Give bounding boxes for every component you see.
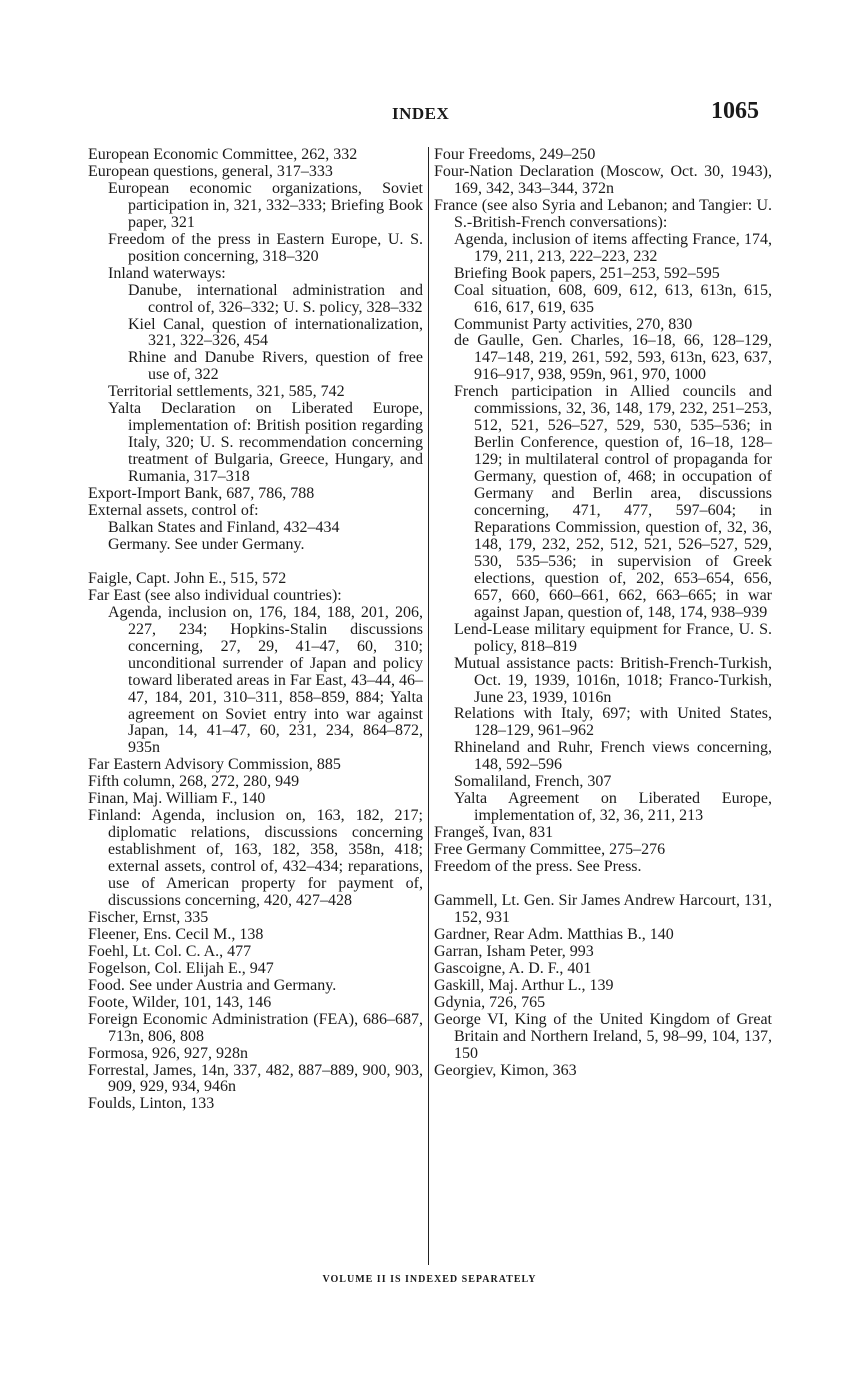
index-column-right xyxy=(434,147,772,1079)
index-entry: France (see also Syria and Lebanon; and Tangier: U. S.-British-French conversations): xyxy=(434,196,772,231)
index-entry: Foulds, Linton, 133 xyxy=(88,1095,215,1113)
index-entry: Germany. See under Germany. xyxy=(108,535,305,553)
index-entry: European Economic Committee, 262, 332 xyxy=(88,146,358,163)
index-entry: Four-Nation Declaration (Moscow, Oct. 30, 1943), 169, 342, 343–344, 372n xyxy=(434,162,772,197)
index-entry: Finan, Maj. William F., 140 xyxy=(88,790,266,808)
index-entry: Lend-Lease military equipment for France, U. S. policy, 818–819 xyxy=(454,620,772,655)
index-entry: Agenda, inclusion of items affecting France, 174, 179, 211, 213, 222–223, 232 xyxy=(454,230,772,265)
index-entry: Coal situation, 608, 609, 612, 613, 613n, 615, 616, 617, 619, 635 xyxy=(454,281,772,316)
index-entry: Balkan States and Finland, 432–434 xyxy=(108,518,340,536)
index-entry: Territorial settlements, 321, 585, 742 xyxy=(108,383,345,401)
index-entry: Export-Import Bank, 687, 786, 788 xyxy=(88,485,315,503)
index-column-left xyxy=(88,147,423,1113)
index-entry: Foehl, Lt. Col. C. A., 477 xyxy=(88,942,252,960)
index-entry: Food. See under Austria and Germany. xyxy=(88,976,337,994)
index-entry: Faigle, Capt. John E., 515, 572 xyxy=(88,569,287,587)
index-entry: Gascoigne, A. D. F., 401 xyxy=(434,959,592,977)
index-entry: Rhine and Danube Rivers, question of free use of, 322 xyxy=(128,349,423,384)
index-entry: Inland waterways: xyxy=(108,264,226,282)
index-entry: Somaliland, French, 307 xyxy=(454,773,612,791)
index-entry: Gaskill, Maj. Arthur L., 139 xyxy=(434,976,614,994)
index-entry: George VI, King of the United Kingdom of Great Britain and Northern Ireland, 5, 98–99, 104, 137, 150 xyxy=(434,1010,772,1062)
index-entry: Yalta Declaration on Liberated Europe, implementation of: British position regarding Italy, 320; U. S. recommendation concerning treatment of Bulgaria, Greece, Hungary, and Rumania, 317–318 xyxy=(108,400,423,486)
index-entry: Fogelson, Col. Elijah E., 947 xyxy=(88,959,274,977)
index-entry: European economic organizations, Soviet participation in, 321, 332–333; Briefing Book paper, 321 xyxy=(108,179,423,231)
index-entry: Far East (see also individual countries): xyxy=(88,586,342,604)
running-head: INDEX xyxy=(392,104,450,123)
page-header xyxy=(0,98,859,128)
page-number: 1065 xyxy=(711,98,759,124)
index-entry: Formosa, 926, 927, 928n xyxy=(88,1044,248,1062)
index-entry: French participation in Allied councils and commissions, 32, 36, 148, 179, 232, 251–253, 512, 521, 526–527, 529, 530, 535–536; in Berlin Conference, question of, 16–18, 128–129; in multilateral control of propaganda for Germany, question of, 468; in occupation of Germany and Berlin area, discussions concerning, 471, 477, 597–604; in Reparations Commission, question of, 32, 36, 148, 179, 232, 252, 512, 521, 526–527, 529, 530, 535–536; in supervision of Greek elections, question of, 202, 653–654, 656, 657, 660, 660–661, 662, 663–665; in war against Japan, question of, 148, 174, 938–939 xyxy=(454,383,772,621)
index-entry: Freedom of the press in Eastern Europe, U. S. position concerning, 318–320 xyxy=(108,230,423,265)
index-entry: Garran, Isham Peter, 993 xyxy=(434,942,594,960)
index-entry: Four Freedoms, 249–250 xyxy=(434,146,596,163)
index-entry: Free Germany Committee, 275–276 xyxy=(434,841,666,859)
page-footer: VOLUME II IS INDEXED SEPARATELY xyxy=(322,1274,537,1285)
index-entry: Foreign Economic Administration (FEA), 686–687, 713n, 806, 808 xyxy=(88,1010,423,1045)
index-entry: Agenda, inclusion on, 176, 184, 188, 201, 206, 227, 234; Hopkins-Stalin discussions concerning, 27, 29, 41–47, 60, 310; unconditional surrender of Japan and policy toward liberated areas in Far East, 43–44, 46–47, 184, 201, 310–311, 858–859, 884; Yalta agreement on Soviet entry into war against Japan, 14, 41–47, 60, 231, 234, 864–872, 935n xyxy=(108,603,423,757)
index-entry: Yalta Agreement on Liberated Europe, implementation of, 32, 36, 211, 213 xyxy=(454,790,772,825)
index-entry: Gammell, Lt. Gen. Sir James Andrew Harcourt, 131, 152, 931 xyxy=(434,891,772,926)
index-entry: European questions, general, 317–333 xyxy=(88,162,333,180)
index-entry: Communist Party activities, 270, 830 xyxy=(454,315,693,333)
index-entry: Kiel Canal, question of internationalization, 321, 322–326, 454 xyxy=(128,315,423,350)
index-entry: Gardner, Rear Adm. Matthias B., 140 xyxy=(434,925,674,943)
index-entry: Gdynia, 726, 765 xyxy=(434,993,546,1011)
index-entry: Briefing Book papers, 251–253, 592–595 xyxy=(454,264,720,282)
index-entry: Mutual assistance pacts: British-French-Turkish, Oct. 19, 1939, 1016n, 1018; Franco-Turkish, June 23, 1939, 1016n xyxy=(454,654,772,706)
index-entry: External assets, control of: xyxy=(88,502,259,520)
index-entry: Frangeš, Ivan, 831 xyxy=(434,824,554,842)
index-entry: de Gaulle, Gen. Charles, 16–18, 66, 128–129, 147–148, 219, 261, 592, 593, 613n, 623, 637, 916–917, 938, 959n, 961, 970, 1000 xyxy=(454,332,772,384)
index-entry: Far Eastern Advisory Commission, 885 xyxy=(88,756,341,774)
index-entry: Rhineland and Ruhr, French views concerning, 148, 592–596 xyxy=(454,739,772,774)
column-divider xyxy=(428,147,429,1265)
index-entry: Danube, international administration and control of, 326–332; U. S. policy, 328–332 xyxy=(128,281,423,316)
index-entry: Freedom of the press. See Press. xyxy=(434,858,642,876)
index-entry: Georgiev, Kimon, 363 xyxy=(434,1061,577,1079)
index-entry: Fischer, Ernst, 335 xyxy=(88,908,209,926)
index-entry: Relations with Italy, 697; with United States, 128–129, 961–962 xyxy=(454,705,772,740)
index-entry: Finland: Agenda, inclusion on, 163, 182, 217; diplomatic relations, discussions concerning establishment of, 163, 182, 358, 358n, 418; external assets, control of, 432–434; reparations, use of American property for payment of, discussions concerning, 420, 427–428 xyxy=(88,807,423,909)
index-entry: Forrestal, James, 14n, 337, 482, 887–889, 900, 903, 909, 929, 934, 946n xyxy=(88,1061,423,1096)
index-entry: Foote, Wilder, 101, 143, 146 xyxy=(88,993,272,1011)
index-entry: Fifth column, 268, 272, 280, 949 xyxy=(88,773,300,791)
index-entry: Fleener, Ens. Cecil M., 138 xyxy=(88,925,264,943)
